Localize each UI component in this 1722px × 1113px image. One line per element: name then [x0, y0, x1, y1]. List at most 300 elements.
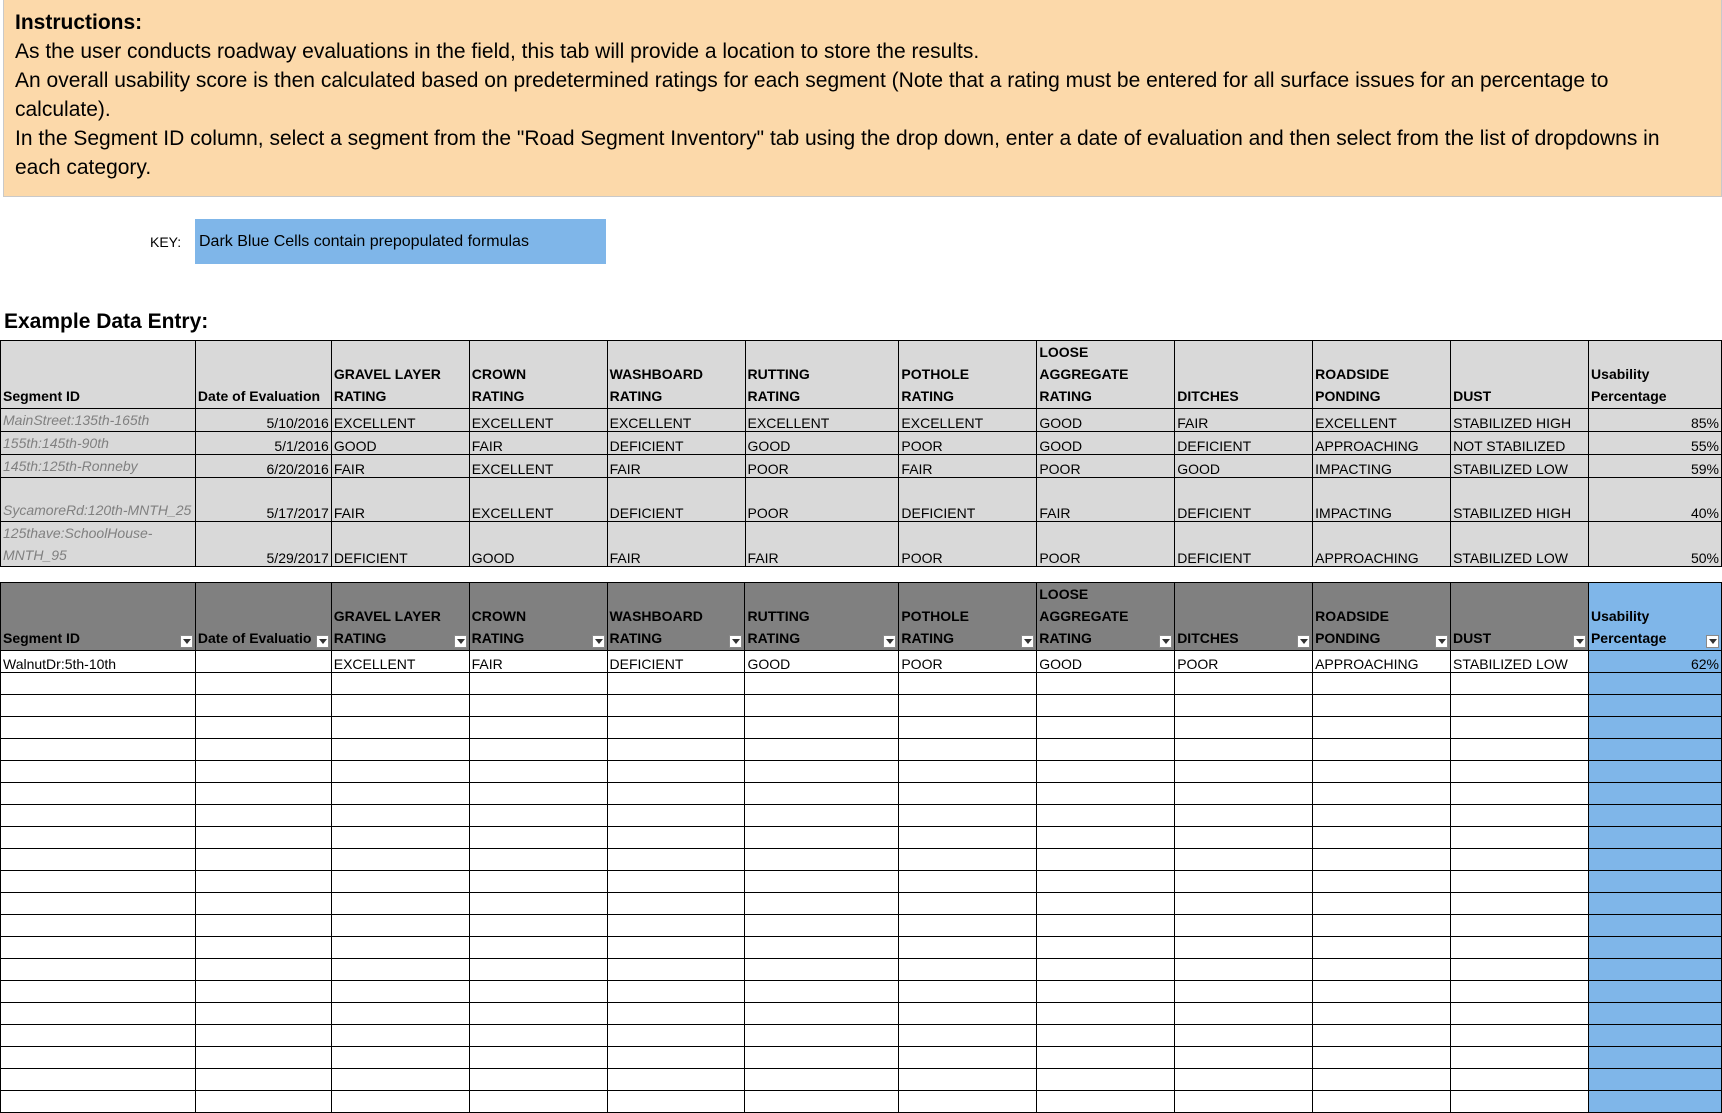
- cell-usability-percentage[interactable]: [1588, 937, 1721, 959]
- cell-crown-rating[interactable]: [469, 959, 607, 981]
- cell-usability-percentage[interactable]: [1588, 871, 1721, 893]
- cell-washboard-rating[interactable]: [607, 959, 745, 981]
- cell-roadside-ponding[interactable]: IMPACTING: [1313, 478, 1451, 522]
- cell-rutting-rating[interactable]: [745, 893, 899, 915]
- cell-crown-rating[interactable]: [469, 1069, 607, 1091]
- cell-pothole-rating[interactable]: [899, 1069, 1037, 1091]
- cell-usability-percentage[interactable]: 62%: [1588, 651, 1721, 673]
- cell-crown-rating[interactable]: [469, 849, 607, 871]
- cell-dust[interactable]: [1451, 959, 1589, 981]
- cell-loose-aggregate-rating[interactable]: POOR: [1037, 455, 1175, 478]
- cell-date-of-evaluation[interactable]: [195, 871, 331, 893]
- cell-dust[interactable]: [1451, 1091, 1589, 1113]
- cell-rutting-rating[interactable]: [745, 1003, 899, 1025]
- cell-rutting-rating[interactable]: [745, 959, 899, 981]
- cell-rutting-rating[interactable]: POOR: [745, 455, 899, 478]
- cell-segment-id[interactable]: [1, 827, 196, 849]
- cell-date-of-evaluation[interactable]: 5/1/2016: [195, 432, 331, 455]
- cell-loose-aggregate-rating[interactable]: [1037, 739, 1175, 761]
- cell-usability-percentage[interactable]: [1588, 1047, 1721, 1069]
- header-date-of-evaluation[interactable]: [195, 583, 331, 651]
- cell-crown-rating[interactable]: EXCELLENT: [469, 478, 607, 522]
- cell-date-of-evaluation[interactable]: [195, 651, 331, 673]
- cell-date-of-evaluation[interactable]: 6/20/2016: [195, 455, 331, 478]
- cell-date-of-evaluation[interactable]: [195, 805, 331, 827]
- cell-pothole-rating[interactable]: [899, 761, 1037, 783]
- cell-rutting-rating[interactable]: [745, 827, 899, 849]
- cell-washboard-rating[interactable]: [607, 695, 745, 717]
- header-segment-id[interactable]: [1, 583, 196, 651]
- cell-pothole-rating[interactable]: [899, 739, 1037, 761]
- cell-pothole-rating[interactable]: POOR: [899, 651, 1037, 673]
- cell-crown-rating[interactable]: [469, 981, 607, 1003]
- cell-gravel-layer-rating[interactable]: [331, 1047, 469, 1069]
- cell-segment-id[interactable]: [1, 717, 196, 739]
- filter-dropdown-icon[interactable]: [316, 635, 329, 648]
- cell-pothole-rating[interactable]: [899, 783, 1037, 805]
- cell-crown-rating[interactable]: FAIR: [469, 651, 607, 673]
- cell-roadside-ponding[interactable]: [1313, 849, 1451, 871]
- cell-loose-aggregate-rating[interactable]: GOOD: [1037, 409, 1175, 432]
- cell-crown-rating[interactable]: FAIR: [469, 432, 607, 455]
- cell-rutting-rating[interactable]: [745, 981, 899, 1003]
- cell-usability-percentage[interactable]: [1588, 739, 1721, 761]
- cell-usability-percentage[interactable]: 59%: [1589, 455, 1722, 478]
- cell-roadside-ponding[interactable]: [1313, 783, 1451, 805]
- cell-roadside-ponding[interactable]: [1313, 937, 1451, 959]
- cell-roadside-ponding[interactable]: [1313, 827, 1451, 849]
- cell-washboard-rating[interactable]: EXCELLENT: [607, 409, 745, 432]
- cell-loose-aggregate-rating[interactable]: POOR: [1037, 522, 1175, 567]
- cell-usability-percentage[interactable]: 85%: [1589, 409, 1722, 432]
- cell-loose-aggregate-rating[interactable]: [1037, 1091, 1175, 1113]
- cell-roadside-ponding[interactable]: [1313, 981, 1451, 1003]
- cell-rutting-rating[interactable]: [745, 1025, 899, 1047]
- cell-ditches[interactable]: [1175, 673, 1313, 695]
- cell-gravel-layer-rating[interactable]: [331, 761, 469, 783]
- cell-segment-id[interactable]: [1, 673, 196, 695]
- cell-washboard-rating[interactable]: [607, 805, 745, 827]
- cell-loose-aggregate-rating[interactable]: [1037, 915, 1175, 937]
- cell-segment-id[interactable]: 145th:125th-Ronneby: [1, 455, 196, 478]
- cell-gravel-layer-rating[interactable]: FAIR: [331, 455, 469, 478]
- cell-ditches[interactable]: [1175, 805, 1313, 827]
- cell-roadside-ponding[interactable]: [1313, 695, 1451, 717]
- cell-date-of-evaluation[interactable]: [195, 739, 331, 761]
- filter-dropdown-icon[interactable]: [454, 635, 467, 648]
- cell-gravel-layer-rating[interactable]: [331, 783, 469, 805]
- cell-gravel-layer-rating[interactable]: EXCELLENT: [331, 651, 469, 673]
- cell-date-of-evaluation[interactable]: 5/29/2017: [195, 522, 331, 567]
- header-washboard-rating[interactable]: [607, 583, 745, 651]
- cell-washboard-rating[interactable]: [607, 783, 745, 805]
- cell-loose-aggregate-rating[interactable]: [1037, 783, 1175, 805]
- cell-ditches[interactable]: [1175, 981, 1313, 1003]
- cell-ditches[interactable]: DEFICIENT: [1175, 432, 1313, 455]
- cell-loose-aggregate-rating[interactable]: [1037, 1069, 1175, 1091]
- cell-crown-rating[interactable]: EXCELLENT: [469, 455, 607, 478]
- cell-crown-rating[interactable]: [469, 783, 607, 805]
- cell-crown-rating[interactable]: [469, 1003, 607, 1025]
- cell-ditches[interactable]: GOOD: [1175, 455, 1313, 478]
- cell-usability-percentage[interactable]: [1588, 761, 1721, 783]
- cell-segment-id[interactable]: MainStreet:135th-165th: [1, 409, 196, 432]
- cell-date-of-evaluation[interactable]: [195, 959, 331, 981]
- cell-pothole-rating[interactable]: [899, 981, 1037, 1003]
- cell-segment-id[interactable]: [1, 959, 196, 981]
- cell-pothole-rating[interactable]: POOR: [899, 522, 1037, 567]
- cell-ditches[interactable]: [1175, 1091, 1313, 1113]
- cell-washboard-rating[interactable]: [607, 871, 745, 893]
- cell-roadside-ponding[interactable]: [1313, 1069, 1451, 1091]
- cell-dust[interactable]: [1451, 761, 1589, 783]
- cell-pothole-rating[interactable]: [899, 959, 1037, 981]
- cell-gravel-layer-rating[interactable]: [331, 849, 469, 871]
- cell-loose-aggregate-rating[interactable]: GOOD: [1037, 432, 1175, 455]
- cell-loose-aggregate-rating[interactable]: [1037, 673, 1175, 695]
- cell-dust[interactable]: [1451, 739, 1589, 761]
- cell-usability-percentage[interactable]: [1588, 959, 1721, 981]
- cell-ditches[interactable]: [1175, 893, 1313, 915]
- cell-dust[interactable]: [1451, 827, 1589, 849]
- cell-segment-id[interactable]: [1, 915, 196, 937]
- cell-loose-aggregate-rating[interactable]: [1037, 849, 1175, 871]
- cell-washboard-rating[interactable]: [607, 717, 745, 739]
- filter-dropdown-icon[interactable]: [1706, 635, 1719, 648]
- cell-usability-percentage[interactable]: [1588, 1091, 1721, 1113]
- cell-gravel-layer-rating[interactable]: DEFICIENT: [331, 522, 469, 567]
- cell-segment-id[interactable]: [1, 1025, 196, 1047]
- cell-gravel-layer-rating[interactable]: [331, 1003, 469, 1025]
- cell-gravel-layer-rating[interactable]: GOOD: [331, 432, 469, 455]
- cell-gravel-layer-rating[interactable]: [331, 937, 469, 959]
- cell-ditches[interactable]: [1175, 695, 1313, 717]
- cell-gravel-layer-rating[interactable]: EXCELLENT: [331, 409, 469, 432]
- cell-washboard-rating[interactable]: [607, 1069, 745, 1091]
- cell-loose-aggregate-rating[interactable]: [1037, 805, 1175, 827]
- cell-ditches[interactable]: [1175, 827, 1313, 849]
- cell-dust[interactable]: [1451, 893, 1589, 915]
- cell-segment-id[interactable]: [1, 739, 196, 761]
- cell-dust[interactable]: [1451, 937, 1589, 959]
- cell-rutting-rating[interactable]: [745, 695, 899, 717]
- cell-usability-percentage[interactable]: [1588, 849, 1721, 871]
- cell-roadside-ponding[interactable]: [1313, 959, 1451, 981]
- cell-dust[interactable]: STABILIZED HIGH: [1451, 478, 1589, 522]
- cell-gravel-layer-rating[interactable]: FAIR: [331, 478, 469, 522]
- filter-dropdown-icon[interactable]: [1435, 635, 1448, 648]
- cell-usability-percentage[interactable]: [1588, 1069, 1721, 1091]
- cell-dust[interactable]: [1451, 981, 1589, 1003]
- key-legend-cell[interactable]: Dark Blue Cells contain prepopulated formulas: [195, 219, 606, 264]
- cell-ditches[interactable]: [1175, 1047, 1313, 1069]
- cell-pothole-rating[interactable]: [899, 1003, 1037, 1025]
- cell-date-of-evaluation[interactable]: [195, 783, 331, 805]
- cell-dust[interactable]: [1451, 1003, 1589, 1025]
- cell-date-of-evaluation[interactable]: [195, 915, 331, 937]
- cell-rutting-rating[interactable]: [745, 739, 899, 761]
- filter-dropdown-icon[interactable]: [1021, 635, 1034, 648]
- cell-crown-rating[interactable]: [469, 915, 607, 937]
- cell-usability-percentage[interactable]: [1588, 827, 1721, 849]
- cell-ditches[interactable]: [1175, 849, 1313, 871]
- cell-usability-percentage[interactable]: [1588, 717, 1721, 739]
- cell-usability-percentage[interactable]: 40%: [1589, 478, 1722, 522]
- cell-ditches[interactable]: [1175, 871, 1313, 893]
- cell-washboard-rating[interactable]: [607, 893, 745, 915]
- cell-roadside-ponding[interactable]: [1313, 1025, 1451, 1047]
- filter-dropdown-icon[interactable]: [729, 635, 742, 648]
- cell-rutting-rating[interactable]: [745, 1069, 899, 1091]
- cell-roadside-ponding[interactable]: [1313, 673, 1451, 695]
- cell-gravel-layer-rating[interactable]: [331, 871, 469, 893]
- cell-pothole-rating[interactable]: [899, 1047, 1037, 1069]
- cell-segment-id[interactable]: [1, 783, 196, 805]
- filter-dropdown-icon[interactable]: [883, 635, 896, 648]
- cell-ditches[interactable]: DEFICIENT: [1175, 478, 1313, 522]
- cell-gravel-layer-rating[interactable]: [331, 1025, 469, 1047]
- cell-dust[interactable]: [1451, 915, 1589, 937]
- cell-dust[interactable]: [1451, 673, 1589, 695]
- cell-usability-percentage[interactable]: [1588, 805, 1721, 827]
- cell-crown-rating[interactable]: [469, 937, 607, 959]
- cell-roadside-ponding[interactable]: [1313, 761, 1451, 783]
- cell-loose-aggregate-rating[interactable]: [1037, 827, 1175, 849]
- cell-washboard-rating[interactable]: [607, 981, 745, 1003]
- cell-date-of-evaluation[interactable]: [195, 937, 331, 959]
- cell-crown-rating[interactable]: [469, 893, 607, 915]
- cell-segment-id[interactable]: [1, 805, 196, 827]
- cell-date-of-evaluation[interactable]: [195, 695, 331, 717]
- cell-pothole-rating[interactable]: DEFICIENT: [899, 478, 1037, 522]
- cell-usability-percentage[interactable]: [1588, 1003, 1721, 1025]
- cell-roadside-ponding[interactable]: [1313, 871, 1451, 893]
- cell-usability-percentage[interactable]: [1588, 673, 1721, 695]
- cell-segment-id[interactable]: [1, 1047, 196, 1069]
- cell-segment-id[interactable]: [1, 1069, 196, 1091]
- cell-rutting-rating[interactable]: [745, 1091, 899, 1113]
- cell-segment-id[interactable]: [1, 761, 196, 783]
- cell-crown-rating[interactable]: [469, 1091, 607, 1113]
- cell-date-of-evaluation[interactable]: [195, 981, 331, 1003]
- header-usability-percentage[interactable]: [1588, 583, 1721, 651]
- cell-rutting-rating[interactable]: [745, 717, 899, 739]
- cell-pothole-rating[interactable]: [899, 827, 1037, 849]
- cell-rutting-rating[interactable]: [745, 915, 899, 937]
- cell-ditches[interactable]: [1175, 959, 1313, 981]
- cell-usability-percentage[interactable]: [1588, 915, 1721, 937]
- cell-usability-percentage[interactable]: 50%: [1589, 522, 1722, 567]
- cell-crown-rating[interactable]: EXCELLENT: [469, 409, 607, 432]
- cell-usability-percentage[interactable]: [1588, 981, 1721, 1003]
- cell-pothole-rating[interactable]: [899, 849, 1037, 871]
- cell-date-of-evaluation[interactable]: [195, 1003, 331, 1025]
- cell-washboard-rating[interactable]: [607, 937, 745, 959]
- header-pothole-rating[interactable]: [899, 583, 1037, 651]
- cell-rutting-rating[interactable]: [745, 1047, 899, 1069]
- cell-pothole-rating[interactable]: EXCELLENT: [899, 409, 1037, 432]
- cell-washboard-rating[interactable]: [607, 827, 745, 849]
- cell-ditches[interactable]: POOR: [1175, 651, 1313, 673]
- cell-roadside-ponding[interactable]: [1313, 1003, 1451, 1025]
- cell-pothole-rating[interactable]: [899, 695, 1037, 717]
- cell-gravel-layer-rating[interactable]: [331, 673, 469, 695]
- cell-ditches[interactable]: [1175, 1003, 1313, 1025]
- header-roadside-ponding[interactable]: [1313, 583, 1451, 651]
- cell-segment-id[interactable]: 155th:145th-90th: [1, 432, 196, 455]
- cell-segment-id[interactable]: [1, 981, 196, 1003]
- cell-dust[interactable]: [1451, 1047, 1589, 1069]
- cell-roadside-ponding[interactable]: [1313, 893, 1451, 915]
- cell-dust[interactable]: [1451, 717, 1589, 739]
- cell-rutting-rating[interactable]: [745, 783, 899, 805]
- cell-date-of-evaluation[interactable]: [195, 1047, 331, 1069]
- cell-gravel-layer-rating[interactable]: [331, 959, 469, 981]
- cell-roadside-ponding[interactable]: EXCELLENT: [1313, 409, 1451, 432]
- cell-dust[interactable]: [1451, 871, 1589, 893]
- cell-date-of-evaluation[interactable]: [195, 827, 331, 849]
- cell-pothole-rating[interactable]: [899, 893, 1037, 915]
- cell-crown-rating[interactable]: [469, 805, 607, 827]
- cell-gravel-layer-rating[interactable]: [331, 1091, 469, 1113]
- cell-crown-rating[interactable]: [469, 761, 607, 783]
- cell-gravel-layer-rating[interactable]: [331, 805, 469, 827]
- cell-dust[interactable]: STABILIZED LOW: [1451, 522, 1589, 567]
- cell-dust[interactable]: [1451, 805, 1589, 827]
- cell-segment-id[interactable]: 125thave:SchoolHouse-MNTH_95: [1, 522, 196, 567]
- cell-loose-aggregate-rating[interactable]: [1037, 1003, 1175, 1025]
- cell-loose-aggregate-rating[interactable]: GOOD: [1037, 651, 1175, 673]
- cell-pothole-rating[interactable]: [899, 1025, 1037, 1047]
- cell-rutting-rating[interactable]: FAIR: [745, 522, 899, 567]
- cell-roadside-ponding[interactable]: [1313, 1091, 1451, 1113]
- cell-pothole-rating[interactable]: [899, 915, 1037, 937]
- cell-segment-id[interactable]: WalnutDr:5th-10th: [1, 651, 196, 673]
- header-rutting-rating[interactable]: [745, 583, 899, 651]
- cell-gravel-layer-rating[interactable]: [331, 893, 469, 915]
- cell-segment-id[interactable]: [1, 1091, 196, 1113]
- cell-rutting-rating[interactable]: [745, 937, 899, 959]
- cell-washboard-rating[interactable]: [607, 1025, 745, 1047]
- cell-gravel-layer-rating[interactable]: [331, 981, 469, 1003]
- cell-date-of-evaluation[interactable]: [195, 1091, 331, 1113]
- cell-dust[interactable]: [1451, 1069, 1589, 1091]
- cell-dust[interactable]: NOT STABILIZED: [1451, 432, 1589, 455]
- header-gravel-layer-rating[interactable]: [331, 583, 469, 651]
- cell-washboard-rating[interactable]: [607, 739, 745, 761]
- cell-washboard-rating[interactable]: [607, 849, 745, 871]
- cell-date-of-evaluation[interactable]: [195, 1069, 331, 1091]
- cell-date-of-evaluation[interactable]: [195, 893, 331, 915]
- cell-crown-rating[interactable]: [469, 717, 607, 739]
- cell-washboard-rating[interactable]: DEFICIENT: [607, 432, 745, 455]
- cell-washboard-rating[interactable]: [607, 761, 745, 783]
- cell-crown-rating[interactable]: [469, 739, 607, 761]
- cell-ditches[interactable]: [1175, 761, 1313, 783]
- cell-washboard-rating[interactable]: DEFICIENT: [607, 651, 745, 673]
- cell-usability-percentage[interactable]: [1588, 695, 1721, 717]
- header-loose-aggregate-rating[interactable]: [1037, 583, 1175, 651]
- cell-date-of-evaluation[interactable]: [195, 849, 331, 871]
- cell-washboard-rating[interactable]: [607, 673, 745, 695]
- cell-crown-rating[interactable]: [469, 673, 607, 695]
- cell-pothole-rating[interactable]: POOR: [899, 432, 1037, 455]
- filter-dropdown-icon[interactable]: [1573, 635, 1586, 648]
- cell-usability-percentage[interactable]: 55%: [1589, 432, 1722, 455]
- cell-loose-aggregate-rating[interactable]: [1037, 871, 1175, 893]
- cell-washboard-rating[interactable]: [607, 915, 745, 937]
- cell-ditches[interactable]: DEFICIENT: [1175, 522, 1313, 567]
- cell-gravel-layer-rating[interactable]: [331, 717, 469, 739]
- cell-segment-id[interactable]: [1, 937, 196, 959]
- cell-loose-aggregate-rating[interactable]: [1037, 937, 1175, 959]
- cell-roadside-ponding[interactable]: APPROACHING: [1313, 432, 1451, 455]
- cell-rutting-rating[interactable]: POOR: [745, 478, 899, 522]
- header-crown-rating[interactable]: [469, 583, 607, 651]
- cell-dust[interactable]: [1451, 849, 1589, 871]
- header-ditches[interactable]: [1175, 583, 1313, 651]
- filter-dropdown-icon[interactable]: [1159, 635, 1172, 648]
- cell-rutting-rating[interactable]: EXCELLENT: [745, 409, 899, 432]
- cell-loose-aggregate-rating[interactable]: [1037, 959, 1175, 981]
- cell-loose-aggregate-rating[interactable]: [1037, 695, 1175, 717]
- cell-gravel-layer-rating[interactable]: [331, 1069, 469, 1091]
- cell-crown-rating[interactable]: GOOD: [469, 522, 607, 567]
- cell-date-of-evaluation[interactable]: [195, 717, 331, 739]
- cell-dust[interactable]: STABILIZED LOW: [1451, 455, 1589, 478]
- cell-roadside-ponding[interactable]: APPROACHING: [1313, 651, 1451, 673]
- cell-segment-id[interactable]: [1, 849, 196, 871]
- cell-pothole-rating[interactable]: [899, 937, 1037, 959]
- cell-crown-rating[interactable]: [469, 871, 607, 893]
- cell-date-of-evaluation[interactable]: [195, 1025, 331, 1047]
- cell-rutting-rating[interactable]: [745, 761, 899, 783]
- cell-crown-rating[interactable]: [469, 695, 607, 717]
- header-dust[interactable]: [1451, 583, 1589, 651]
- cell-roadside-ponding[interactable]: [1313, 915, 1451, 937]
- filter-dropdown-icon[interactable]: [1297, 635, 1310, 648]
- cell-gravel-layer-rating[interactable]: [331, 827, 469, 849]
- cell-crown-rating[interactable]: [469, 827, 607, 849]
- cell-loose-aggregate-rating[interactable]: [1037, 893, 1175, 915]
- cell-gravel-layer-rating[interactable]: [331, 695, 469, 717]
- cell-ditches[interactable]: [1175, 1069, 1313, 1091]
- cell-ditches[interactable]: [1175, 915, 1313, 937]
- cell-loose-aggregate-rating[interactable]: [1037, 717, 1175, 739]
- cell-pothole-rating[interactable]: [899, 673, 1037, 695]
- cell-roadside-ponding[interactable]: [1313, 1047, 1451, 1069]
- cell-dust[interactable]: [1451, 783, 1589, 805]
- cell-rutting-rating[interactable]: GOOD: [745, 651, 899, 673]
- cell-pothole-rating[interactable]: [899, 805, 1037, 827]
- cell-segment-id[interactable]: [1, 1003, 196, 1025]
- cell-pothole-rating[interactable]: [899, 1091, 1037, 1113]
- cell-pothole-rating[interactable]: [899, 717, 1037, 739]
- cell-pothole-rating[interactable]: FAIR: [899, 455, 1037, 478]
- cell-crown-rating[interactable]: [469, 1047, 607, 1069]
- cell-loose-aggregate-rating[interactable]: [1037, 761, 1175, 783]
- filter-dropdown-icon[interactable]: [180, 635, 193, 648]
- cell-date-of-evaluation[interactable]: 5/17/2017: [195, 478, 331, 522]
- cell-loose-aggregate-rating[interactable]: [1037, 1047, 1175, 1069]
- cell-roadside-ponding[interactable]: [1313, 717, 1451, 739]
- cell-pothole-rating[interactable]: [899, 871, 1037, 893]
- cell-ditches[interactable]: FAIR: [1175, 409, 1313, 432]
- cell-rutting-rating[interactable]: [745, 871, 899, 893]
- cell-ditches[interactable]: [1175, 739, 1313, 761]
- cell-rutting-rating[interactable]: GOOD: [745, 432, 899, 455]
- cell-dust[interactable]: [1451, 1025, 1589, 1047]
